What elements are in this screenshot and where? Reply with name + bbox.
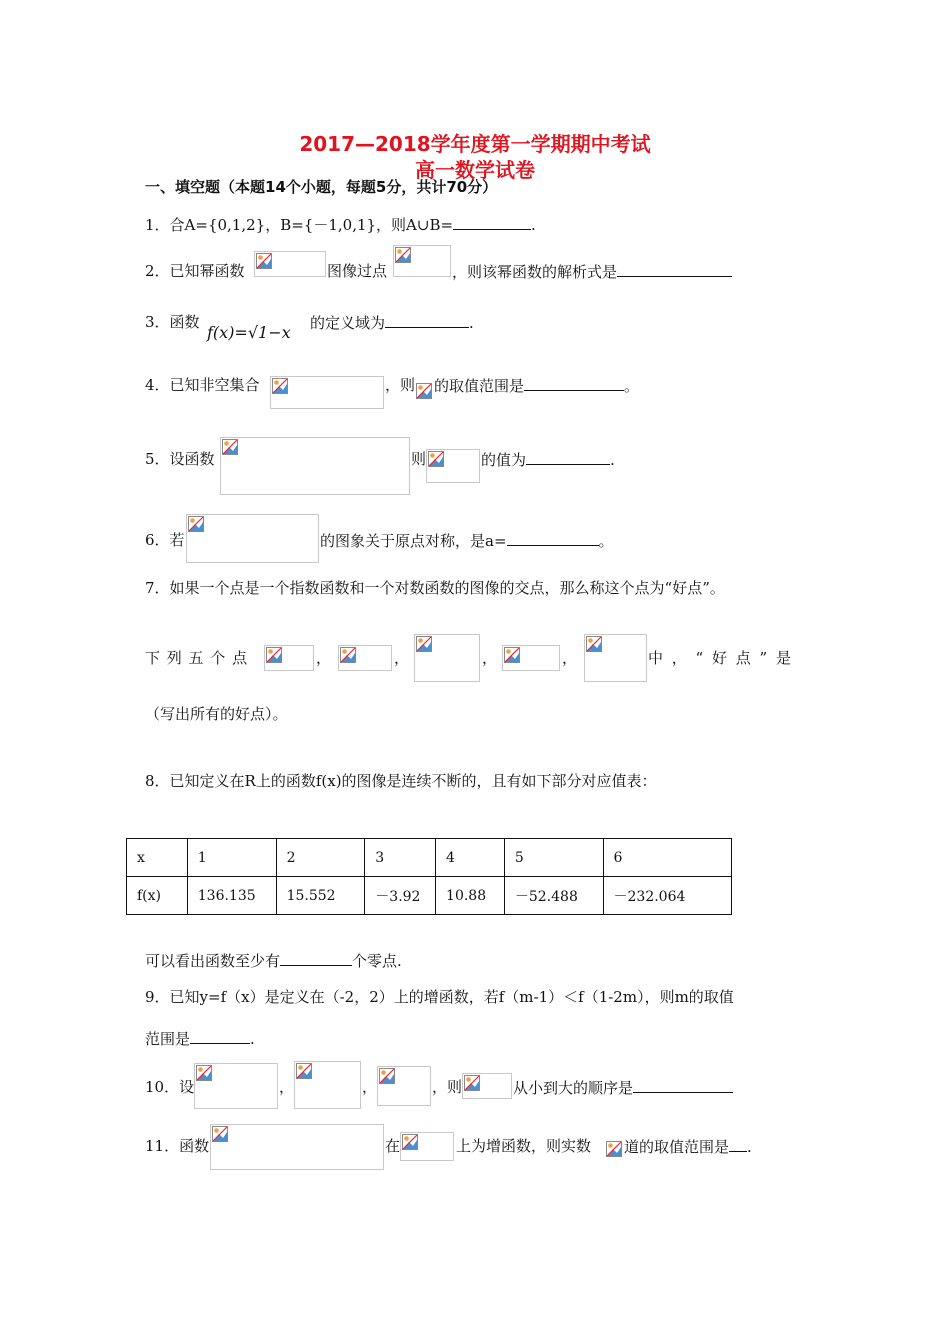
q11-text-a: 11．函数 [145, 1137, 210, 1155]
q2-line [452, 261, 732, 282]
separator: ， [362, 1078, 378, 1096]
broken-image-icon [272, 378, 288, 394]
q5-line [481, 449, 615, 470]
q10-text-c: 从小到大的顺序是 [513, 1079, 634, 1097]
exam-title: 2017—2018学年度第一学期期中考试 [299, 132, 651, 156]
q7-line-3: （写出所有的好点）。 [145, 705, 288, 723]
value-table [126, 838, 732, 915]
q6-line [320, 530, 614, 551]
broken-image-icon [379, 1068, 395, 1084]
q4-text-b: ，则 [385, 376, 416, 394]
table-cell: －232.064 [603, 877, 732, 915]
broken-image-icon [266, 647, 282, 663]
q8-after [145, 950, 402, 971]
q10-text-a: 10．设 [145, 1078, 195, 1096]
q4-text-a: 4．已知非空集合 [145, 376, 260, 394]
broken-image-icon [416, 636, 432, 652]
formula-image [462, 1073, 512, 1099]
q11-text-d: 道的取值范围是 [624, 1138, 730, 1156]
q5-text-a: 5．设函数 [145, 450, 215, 468]
question-1 [145, 214, 536, 235]
table-header-row [127, 839, 732, 877]
formula-image [416, 383, 432, 401]
table-cell: 6 [603, 839, 732, 877]
formula-image [264, 645, 314, 671]
separator: ， [562, 649, 578, 667]
q6-end: 。 [598, 532, 614, 550]
answer-blank[interactable] [524, 375, 624, 391]
q4-end: 。 [624, 377, 640, 395]
formula-image [400, 1132, 454, 1161]
formula-image [606, 1141, 622, 1157]
separator: ， [279, 1078, 295, 1096]
table-cell: －3.92 [365, 877, 436, 915]
formula-image [393, 245, 451, 277]
broken-image-icon [606, 1141, 622, 1157]
q9-end: . [250, 1030, 255, 1048]
table-cell: 3 [365, 839, 436, 877]
formula-image [220, 437, 410, 495]
q6-text-a: 6．若 [145, 531, 185, 549]
q11-end: . [747, 1138, 752, 1156]
q7-line-1: 7．如果一个点是一个指数函数和一个对数函数的图像的交点，那么称这个点为“好点”。 [145, 579, 725, 597]
answer-blank[interactable] [507, 530, 599, 546]
q5-text-b: 则 [411, 450, 427, 468]
q4-line [434, 375, 639, 396]
broken-image-icon [340, 647, 356, 663]
table-cell: 15.552 [276, 877, 365, 915]
q2-text-b: 图像过点 [327, 262, 388, 280]
q9-text: 范围是 [145, 1030, 191, 1048]
q7-line-2-end: 中 ， “ 好 点 ” 是 [648, 649, 793, 667]
formula-image [294, 1061, 361, 1109]
separator: ， [482, 649, 498, 667]
formula-image [377, 1066, 431, 1106]
q2-text-c: ，则该幂函数的解析式是 [452, 263, 618, 281]
broken-image-icon [416, 383, 432, 399]
formula-image [254, 251, 326, 277]
broken-image-icon [428, 451, 444, 467]
q7-line-2-start: 下 列 五 个 点 [145, 649, 249, 667]
q11-text-b: 在 [385, 1137, 401, 1155]
separator: ， [394, 649, 410, 667]
table-cell: f(x) [127, 877, 188, 915]
formula-image [210, 1124, 384, 1170]
q11-text-c: 上为增函数，则实数 [456, 1137, 592, 1155]
answer-blank[interactable] [729, 1136, 747, 1152]
q9-line-1: 9．已知y=f（x）是定义在（-2，2）上的增函数，若f（m-1）＜f（1-2m），则m的取值 [145, 988, 734, 1006]
exam-subtitle: 高一数学试卷 [415, 158, 535, 182]
q5-end: . [610, 451, 615, 469]
q3-end: . [469, 314, 474, 332]
q1-end: . [531, 216, 536, 234]
q9-line-2 [145, 1028, 255, 1049]
answer-blank[interactable] [617, 261, 732, 277]
table-cell: －52.488 [504, 877, 603, 915]
broken-image-icon [256, 253, 272, 269]
table-cell: 136.135 [187, 877, 276, 915]
q10-text-b: ，则 [432, 1078, 463, 1096]
formula-image [414, 634, 480, 682]
table-row [127, 877, 732, 915]
q11-line [624, 1136, 752, 1157]
formula-image [426, 449, 480, 483]
answer-blank[interactable] [526, 449, 610, 465]
table-cell: 5 [504, 839, 603, 877]
function-formula: f(x)=√1−x [207, 323, 291, 342]
q10-line [513, 1077, 733, 1098]
q8-after-a: 可以看出函数至少有 [145, 952, 281, 970]
section-heading: 一、填空题（本题14个小题，每题5分，共计70分） [145, 178, 498, 196]
broken-image-icon [222, 439, 238, 455]
formula-image [584, 634, 647, 682]
formula-image [270, 376, 384, 409]
broken-image-icon [296, 1063, 312, 1079]
answer-blank[interactable] [453, 214, 531, 230]
table-cell: 2 [276, 839, 365, 877]
broken-image-icon [196, 1065, 212, 1081]
table-cell: 4 [436, 839, 505, 877]
broken-image-icon [188, 516, 204, 532]
broken-image-icon [212, 1126, 228, 1142]
table-cell: 10.88 [436, 877, 505, 915]
q2-text-a: 2．已知幂函数 [145, 262, 245, 280]
formula-image [194, 1063, 278, 1109]
q1-text: 1．合A={0,1,2}，B={－1,0,1}，则A∪B= [145, 216, 454, 234]
broken-image-icon [402, 1134, 418, 1150]
separator: ， [316, 649, 332, 667]
answer-blank[interactable] [385, 312, 469, 328]
q4-text-c: 的取值范围是 [434, 377, 525, 395]
q3-text-b: 的定义域为 [310, 314, 386, 332]
broken-image-icon [464, 1075, 480, 1091]
broken-image-icon [586, 636, 602, 652]
q3-text-a: 3．函数 [145, 313, 200, 331]
answer-blank[interactable] [280, 950, 352, 966]
table-cell: 1 [187, 839, 276, 877]
formula-image [186, 514, 319, 563]
answer-blank[interactable] [633, 1077, 733, 1093]
q5-text-c: 的值为 [481, 451, 527, 469]
q6-text-b: 的图象关于原点对称，是a= [320, 532, 507, 550]
formula-image [502, 645, 560, 671]
answer-blank[interactable] [190, 1028, 250, 1044]
formula-image [338, 645, 392, 671]
q8-text: 8．已知定义在R上的函数f(x)的图像是连续不断的，且有如下部分对应值表： [145, 772, 657, 790]
broken-image-icon [395, 247, 411, 263]
q3-line [310, 312, 474, 333]
q8-after-b: 个零点. [352, 952, 402, 970]
broken-image-icon [504, 647, 520, 663]
table-cell: x [127, 839, 188, 877]
